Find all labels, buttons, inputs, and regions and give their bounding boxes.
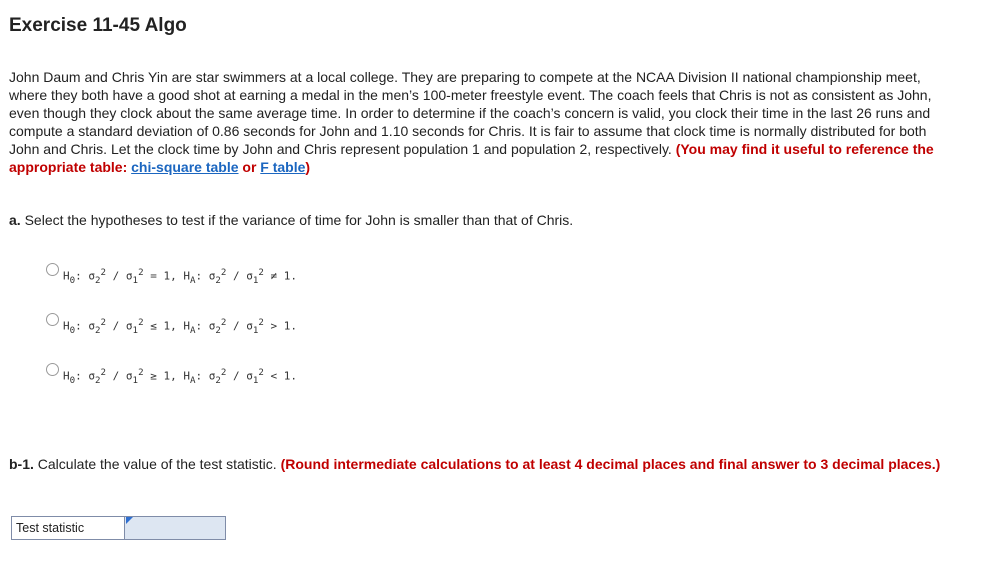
hypothesis-option-3[interactable]	[46, 363, 297, 387]
reference-or: or	[238, 159, 261, 175]
part-a-text: Select the hypotheses to test if the variance of time for John is smaller than that of Chris.	[24, 212, 574, 228]
reference-prefix: (You may find it useful to reference the appropriate table:	[9, 141, 934, 175]
part-a-question	[9, 212, 573, 228]
test-statistic-row	[11, 516, 226, 540]
problem-text: John Daum and Chris Yin are star swimmers at a local college. They are preparing to compete at the NCAA Division II national championship meet, where they both have a good shot at earning a medal in the men’s 100-meter freestyle event. The coach feels that Chris is not as consistent as John, even though they clock about the same average time. In order to determine if the coach’s concern is valid, you clock their time in the last 26 runs and compute a standard deviation of 0.86 seconds for John and 1.10 seconds for Chris. It is fair to assume that clock time is normally distributed for both John and Chris. Let the clock time by John and Chris represent population 1 and population 2, respectively.	[9, 69, 932, 157]
radio-button-1[interactable]	[46, 263, 59, 276]
hypothesis-option-1-text: $H_0$: $\sigma_2^2 / \sigma_1^2 = 1$, $H_A$: $\sigma_2^2 / \sigma_1^2 \ne 1$.	[63, 267, 298, 286]
part-b1-instruction: (Round intermediate calculations to at least 4 decimal places and final answer to 3 decimal places.)	[280, 456, 941, 472]
test-statistic-label: Test statistic	[11, 516, 125, 540]
f-table-link[interactable]: F table	[260, 159, 306, 175]
part-b1-text: Calculate the value of the test statistic.	[37, 456, 277, 472]
hypothesis-option-3-text: $H_0$: $\sigma_2^2 / \sigma_1^2 \ge 1$, $H_A$: $\sigma_2^2 / \sigma_1^2 < 1$.	[63, 367, 298, 386]
radio-button-3[interactable]	[46, 363, 59, 376]
hypothesis-option-1[interactable]	[46, 263, 297, 287]
page-title: Exercise 11-45 Algo	[9, 15, 187, 36]
chi-square-table-link[interactable]: chi-square table	[131, 159, 239, 175]
test-statistic-input[interactable]	[125, 516, 226, 540]
reference-suffix: )	[305, 159, 311, 175]
hypothesis-option-2[interactable]	[46, 313, 297, 337]
part-b1-question	[9, 455, 969, 473]
part-a-label: a.	[9, 212, 21, 228]
radio-button-2[interactable]	[46, 313, 59, 326]
part-b1-label: b-1.	[9, 456, 34, 472]
test-statistic-field	[125, 516, 226, 540]
problem-statement	[9, 68, 959, 176]
input-flag-icon	[126, 517, 133, 524]
hypothesis-option-2-text: $H_0$: $\sigma_2^2 / \sigma_1^2 \le 1$, $H_A$: $\sigma_2^2 / \sigma_1^2 > 1$.	[63, 317, 298, 336]
